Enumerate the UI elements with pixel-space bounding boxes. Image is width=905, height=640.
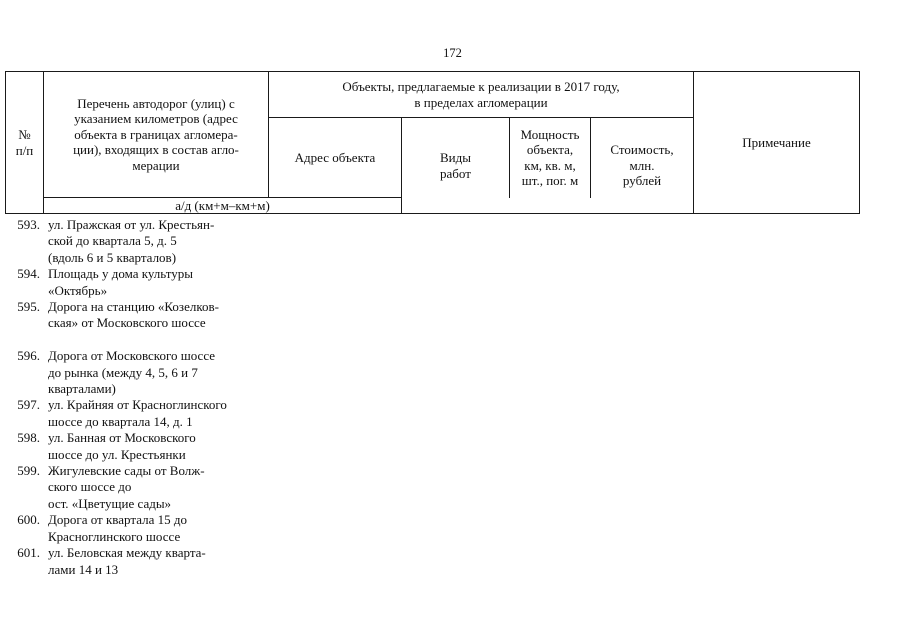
table-row <box>0 299 905 348</box>
row-number: 598. <box>17 430 40 446</box>
row-number: 597. <box>17 397 40 413</box>
table-row <box>0 397 905 430</box>
col-divider-1 <box>43 71 44 214</box>
road-description: Дорога от Московского шоссе до рынка (между 4, 5, 6 и 7 кварталами) <box>48 348 216 397</box>
road-description: Дорога на станцию «Козелков- ская» от Московского шоссе <box>48 299 219 331</box>
col-divider-2 <box>268 71 269 198</box>
header-bottom-border <box>5 213 860 214</box>
road-description: Дорога от квартала 15 до Красноглинского шоссе <box>48 512 187 544</box>
group-divider <box>268 117 693 118</box>
row-number: 596. <box>17 348 40 364</box>
row-number: 595. <box>17 299 40 315</box>
row-number: 594. <box>17 266 40 282</box>
col-divider-3 <box>401 117 402 214</box>
row-number: 593. <box>17 217 40 232</box>
table-row <box>0 463 905 512</box>
road-description: Жигулевские сады от Волж- ского шоссе до ост. «Цветущие сады» <box>48 463 205 511</box>
col-divider-5 <box>590 117 591 198</box>
table-row <box>0 348 905 397</box>
header-group-title: Объекты, предлагаемые к реализации в 2017 году, в пределах агломерации <box>342 79 620 110</box>
header-col-roads: Перечень автодорог (улиц) с указанием километров (адрес объекта в границах агломера- ции), входящих в состав агло- мерации <box>73 95 239 173</box>
row-number: 600. <box>17 512 40 528</box>
header-top-border <box>5 71 860 72</box>
row-number: 599. <box>17 463 40 479</box>
header-col-roads-sub: а/д (км+м–км+м) <box>175 197 270 213</box>
road-description: ул. Банная от Московского шоссе до ул. Крестьянки <box>48 430 196 462</box>
road-description: Площадь у дома культуры «Октябрь» <box>48 266 193 298</box>
road-description: ул. Крайняя от Красноглинского шоссе до квартала 14, д. 1 <box>48 397 227 429</box>
col-divider-6 <box>693 71 694 214</box>
col-divider-4 <box>509 117 510 198</box>
row-number: 601. <box>17 545 40 561</box>
header-col-address: Адрес объекта <box>294 149 376 165</box>
table-row <box>0 430 905 463</box>
table-row <box>0 266 905 299</box>
table-body <box>0 217 905 578</box>
header-left-border <box>5 71 6 214</box>
table-row <box>0 545 905 578</box>
table-row <box>0 217 905 266</box>
header-col-works: Виды работ <box>440 150 471 181</box>
header-right-border <box>859 71 860 214</box>
roads-sub-divider <box>43 197 401 198</box>
road-description: ул. Пражская от ул. Крестьян- ской до квартала 5, д. 5 (вдоль 6 и 5 кварталов) <box>48 217 215 265</box>
page-number: 172 <box>443 46 462 60</box>
header-col-capacity: Мощность объекта, км, кв. м, шт., пог. м <box>520 126 580 188</box>
header-col-num: № п/п <box>15 127 34 158</box>
header-col-note: Примечание <box>742 134 811 150</box>
header-col-cost: Стоимость, млн. рублей <box>610 142 674 189</box>
road-description: ул. Беловская между кварта- лами 14 и 13 <box>48 545 206 577</box>
table-row <box>0 512 905 545</box>
